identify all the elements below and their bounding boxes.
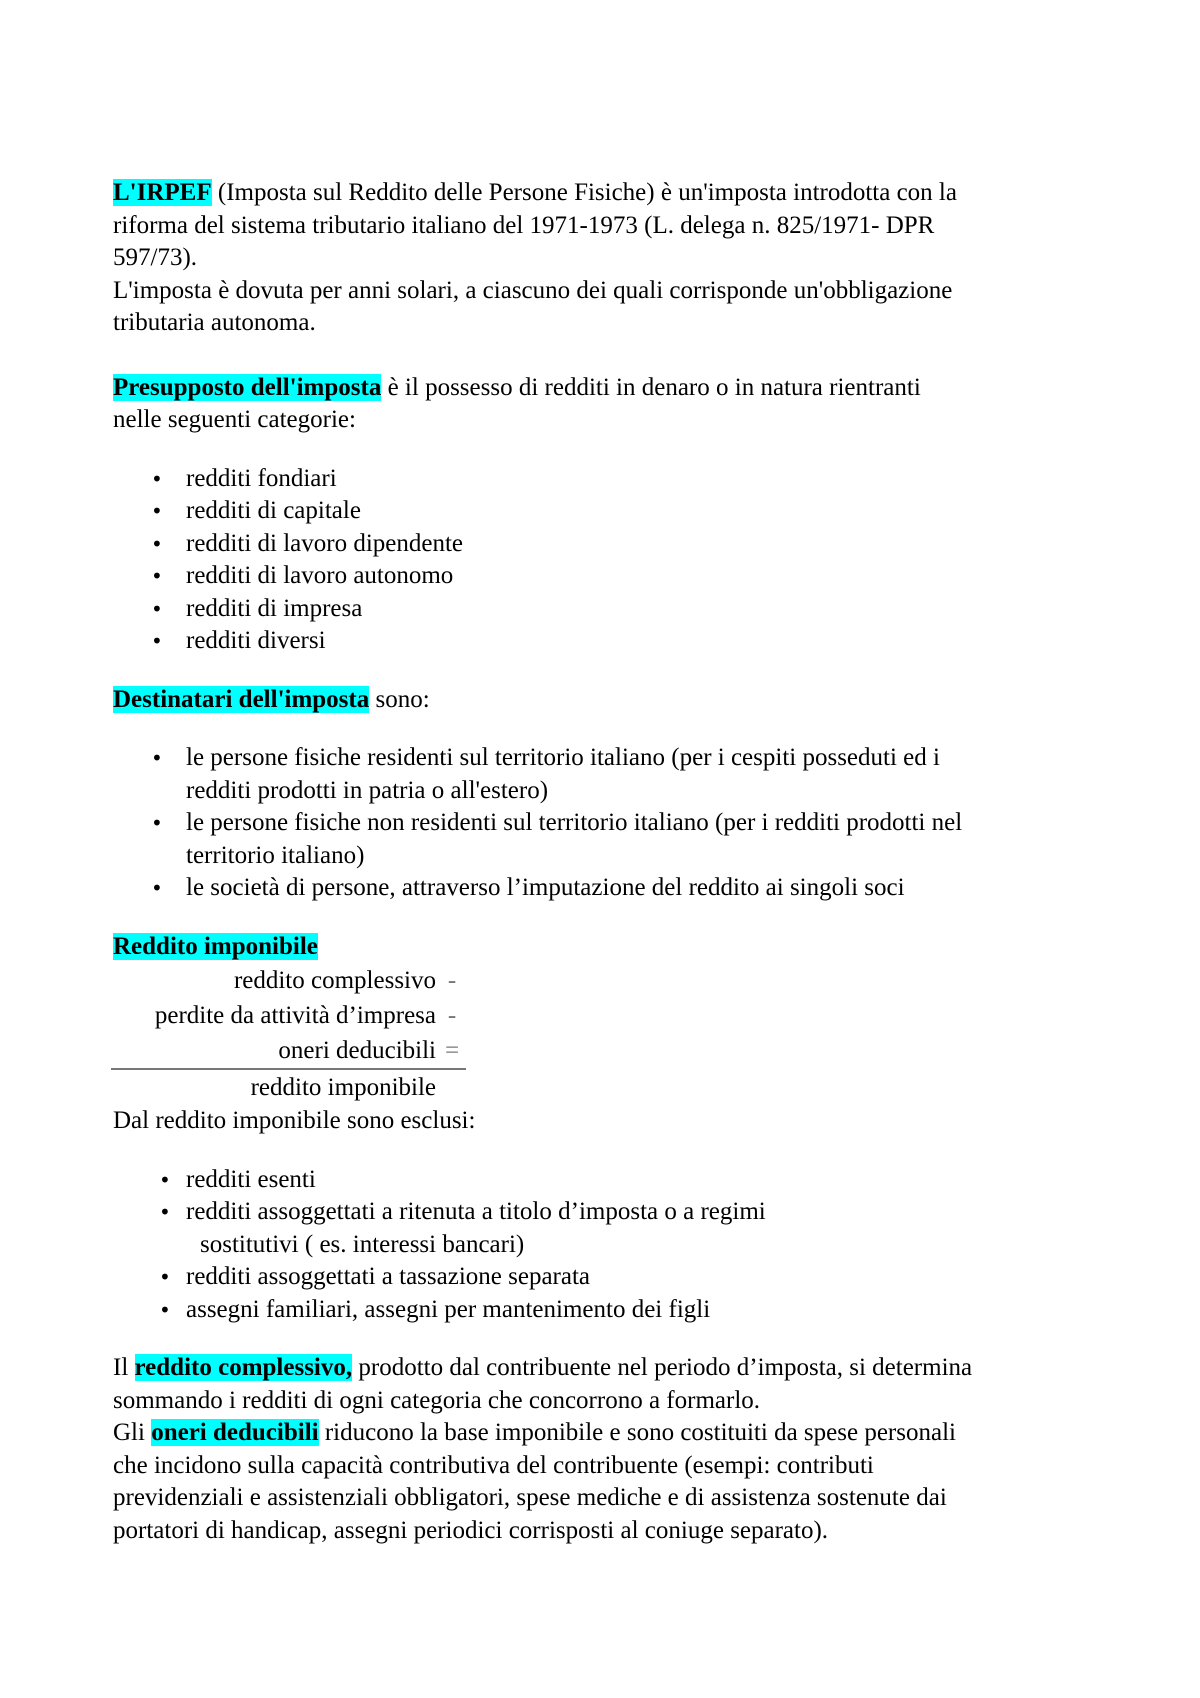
destinatari-paragraph: Destinatari dell'imposta sono:	[113, 685, 430, 713]
reddito-imponibile-calculation	[113, 963, 468, 1105]
oneri-paragraph: Gli oneri deducibili riducono la base imponibile e sono costituiti da spese personali che incidono sulla capacità contributiva del contribuente (esempi: contributi previdenziali e assistenziali obbligatori, spese mediche e di assistenza sostenute dai portatori di handicap, assegni periodici corrisposti al coniuge separato).	[113, 1419, 956, 1544]
reddito-imponibile-heading	[113, 931, 1093, 964]
categorie-list	[113, 463, 1093, 658]
calc-result: reddito imponibile	[250, 1074, 436, 1101]
highlight-reddito-complessivo: reddito complessivo,	[134, 1354, 353, 1381]
intro-paragraph-2: L'imposta è dovuta per anni solari, a ciascuno dei quali corrisponde un'obbligazione tributaria autonoma.	[113, 276, 953, 336]
calc-row: reddito complessivo -	[233, 967, 457, 994]
calc-row: perdite da attività d’impresa -	[154, 1002, 457, 1029]
esclusi-intro: Dal reddito imponibile sono esclusi:	[113, 1107, 476, 1134]
list-item: • redditi esenti	[113, 1164, 1093, 1197]
presupposto-paragraph: Presupposto dell'imposta è il possesso di redditi in denaro o in natura rientranti nelle seguenti categorie:	[113, 373, 921, 433]
list-item: • redditi fondiari	[113, 463, 1093, 496]
list-item: • redditi di capitale	[113, 495, 1093, 528]
list-item: • le società di persone, attraverso l’imputazione del reddito ai singoli soci	[113, 872, 1093, 905]
list-item: • redditi diversi	[113, 625, 1093, 658]
list-item: • le persone fisiche residenti sul territorio italiano (per i cespiti posseduti ed i redditi prodotti in patria o all'estero)	[113, 742, 1093, 807]
intro-paragraph: L'IRPEF (Imposta sul Reddito delle Persone Fisiche) è un'imposta introdotta con la riforma del sistema tributario italiano del 1971-1973 (L. delega n. 825/1971- DPR 597/73).	[113, 179, 957, 271]
list-item: • redditi di lavoro autonomo	[113, 560, 1093, 593]
list-item: • le persone fisiche non residenti sul territorio italiano (per i redditi prodotti nel territorio italiano)	[113, 807, 1093, 872]
complessivo-paragraph: Il reddito complessivo, prodotto dal contribuente nel periodo d’imposta, si determina sommando i redditi di ogni categoria che concorrono a formarlo.	[113, 1354, 973, 1414]
destinatari-list	[113, 742, 1093, 905]
calc-row: oneri deducibili =	[278, 1037, 460, 1064]
highlight-destinatari: Destinatari dell'imposta	[113, 685, 370, 713]
list-item: • redditi assoggettati a tassazione separata	[113, 1261, 1093, 1294]
esclusi-list	[113, 1164, 1093, 1327]
list-item: • assegni familiari, assegni per mantenimento dei figli	[113, 1294, 1093, 1327]
highlight-presupposto: Presupposto dell'imposta	[113, 373, 382, 401]
highlight-irpef: L'IRPEF	[113, 179, 212, 206]
highlight-reddito-imponibile: Reddito imponibile	[113, 932, 318, 960]
list-item: • redditi di impresa	[113, 593, 1093, 626]
list-item: • redditi di lavoro dipendente	[113, 528, 1093, 561]
highlight-oneri-deducibili: oneri deducibili	[151, 1419, 319, 1446]
list-item: • redditi assoggettati a ritenuta a titolo d’imposta o a regimi sostitutivi ( es. interessi bancari)	[113, 1196, 1093, 1261]
document-body	[113, 177, 1093, 1547]
